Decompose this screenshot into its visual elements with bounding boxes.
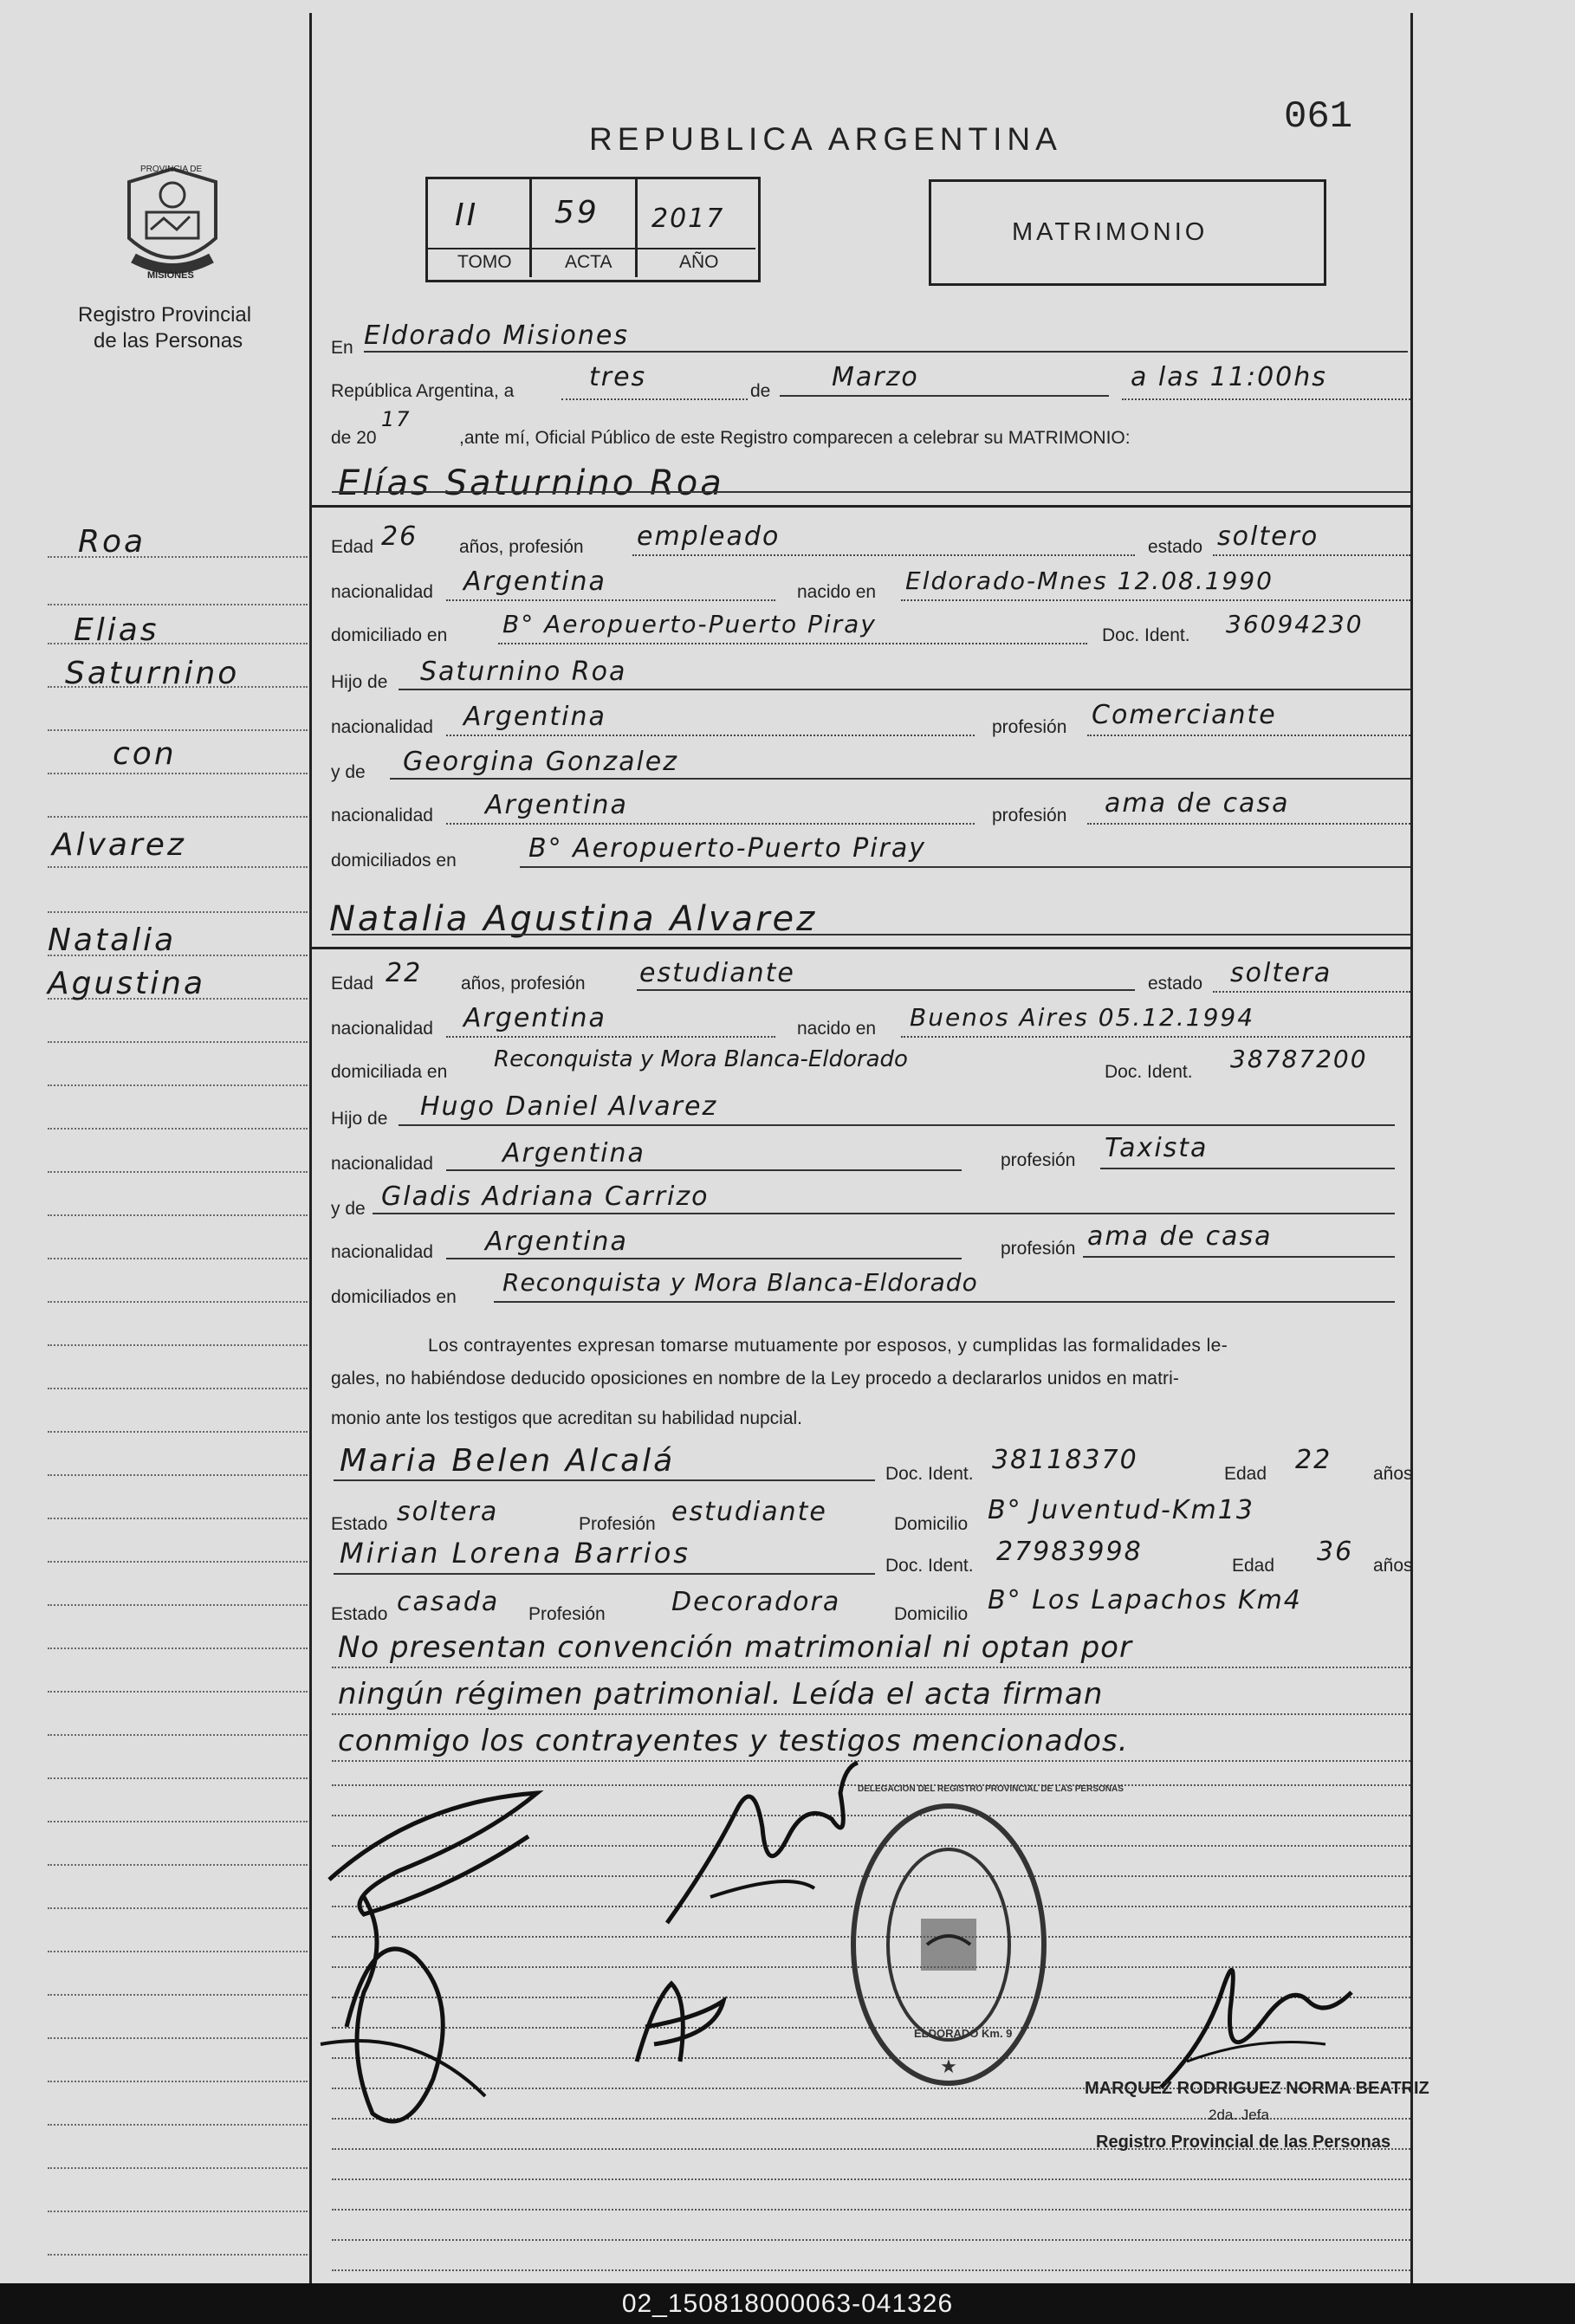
bride-father-nat-label: nacionalidad: [331, 1154, 433, 1174]
groom-profession: empleado: [637, 521, 781, 552]
groom-edad-label: Edad: [331, 537, 374, 557]
bride-section-rule: [312, 947, 1410, 949]
witness2-doc-label: Doc. Ident.: [885, 1556, 974, 1576]
record-type-label: MATRIMONIO: [1012, 218, 1209, 246]
groom-mother-nationality: Argentina: [485, 790, 628, 820]
republica-label: República Argentina, a: [331, 381, 515, 401]
witness2-name: Mirian Lorena Barrios: [340, 1537, 690, 1570]
witness2-edad-label: Edad: [1232, 1556, 1275, 1576]
witness2-age: 36: [1317, 1537, 1354, 1567]
bride-birth: Buenos Aires 05.12.1994: [910, 1003, 1255, 1032]
bride-mother-profession: ama de casa: [1087, 1221, 1273, 1252]
notes-line2: ningún régimen patrimonial. Leída el acta firman: [338, 1677, 1104, 1712]
groom-doc-label: Doc. Ident.: [1102, 625, 1190, 645]
official-title: 2da. Jefa: [1209, 2107, 1269, 2123]
bride-doc-label: Doc. Ident.: [1105, 1062, 1193, 1082]
groom-domiciliado-label: domiciliado en: [331, 625, 448, 645]
groom-mother: Georgina Gonzalez: [403, 747, 678, 777]
anio-label: AÑO: [679, 252, 719, 272]
registry-name-line2: de las Personas: [94, 329, 243, 353]
bride-profession: estudiante: [639, 958, 795, 988]
groom-status: soltero: [1217, 521, 1319, 552]
bride-father-profession: Taxista: [1105, 1133, 1209, 1163]
official-office: Registro Provincial de las Personas: [1096, 2133, 1391, 2152]
bride-address: Reconquista y Mora Blanca-Eldorado: [494, 1046, 908, 1072]
notes-line3: conmigo los contrayentes y testigos mencionados.: [338, 1724, 1129, 1758]
bride-father: Hugo Daniel Alvarez: [420, 1091, 718, 1122]
bride-mother-nationality: Argentina: [485, 1227, 628, 1257]
tomo-label: TOMO: [457, 252, 512, 272]
margin-note-bride-middle: Agustina: [48, 966, 206, 1001]
signature-middle: [658, 1758, 866, 1949]
groom-name: Elías Saturnino Roa: [338, 463, 724, 503]
anio-value: 2017: [651, 204, 725, 234]
witness2-status: casada: [397, 1587, 500, 1617]
groom-birth: Eldorado-Mnes 12.08.1990: [905, 566, 1274, 595]
day-value: tres: [589, 362, 647, 392]
witness2-anios-label: años: [1373, 1556, 1413, 1576]
acta-value: 59: [554, 195, 600, 230]
margin-note-bride-first: Natalia: [48, 922, 177, 958]
bride-nat-label: nacionalidad: [331, 1019, 433, 1039]
bride-nacido-label: nacido en: [797, 1019, 877, 1039]
witness1-estado-label: Estado: [331, 1514, 388, 1534]
groom-y-de-label: y de: [331, 762, 366, 782]
bride-father-prof-label: profesión: [1001, 1150, 1076, 1170]
country-title: REPUBLICA ARGENTINA: [589, 121, 1062, 157]
witness1-edad-label: Edad: [1224, 1464, 1267, 1484]
acta-label: ACTA: [565, 252, 612, 272]
groom-mother-prof-label: profesión: [992, 806, 1067, 825]
svg-text:★: ★: [940, 2056, 957, 2078]
year-prefix-label: de 20: [331, 428, 377, 448]
witness2-doc: 27983998: [996, 1537, 1143, 1567]
margin-note-bride-surname: Alvarez: [52, 827, 186, 863]
bride-edad-label: Edad: [331, 974, 374, 994]
groom-nationality: Argentina: [463, 566, 606, 597]
witness2-estado-label: Estado: [331, 1604, 388, 1624]
groom-father: Saturnino Roa: [420, 657, 627, 687]
groom-hijo-label: Hijo de: [331, 672, 388, 692]
witness2-domicilio-label: Domicilio: [894, 1604, 969, 1624]
groom-mother-nat-label: nacionalidad: [331, 806, 433, 825]
groom-parents-address: B° Aeropuerto-Puerto Piray: [528, 833, 927, 864]
bride-mother-prof-label: profesión: [1001, 1239, 1076, 1259]
seal-bottom-label: MISIONES: [147, 270, 194, 281]
bride-nationality: Argentina: [463, 1003, 606, 1033]
signature-initials: [619, 1966, 741, 2079]
signature-left: [312, 1767, 572, 2148]
bride-parents-address: Reconquista y Mora Blanca-Eldorado: [502, 1268, 978, 1297]
official-name: MARQUEZ RODRIGUEZ NORMA BEATRIZ: [1085, 2079, 1429, 2098]
bride-y-de-label: y de: [331, 1199, 366, 1219]
groom-father-profession: Comerciante: [1092, 700, 1277, 730]
groom-nacido-label: nacido en: [797, 582, 877, 602]
groom-father-nationality: Argentina: [463, 702, 606, 732]
bride-domiciliados-label: domiciliados en: [331, 1287, 457, 1307]
month-value: Marzo: [832, 362, 919, 392]
bride-domiciliada-label: domiciliada en: [331, 1062, 448, 1082]
witness1-age: 22: [1295, 1445, 1332, 1475]
year-suffix-value: 17: [381, 407, 412, 431]
de-label: de: [750, 381, 771, 401]
bride-doc: 38787200: [1230, 1045, 1368, 1073]
folio-number: 061: [1284, 95, 1353, 139]
witness1-profession: estudiante: [671, 1497, 827, 1527]
right-column-rule: [1410, 13, 1413, 2283]
registry-name-line1: Registro Provincial: [78, 303, 252, 327]
tomo-value: II: [455, 197, 479, 233]
margin-note-first-name: Elias: [74, 612, 159, 648]
witness2-profesion-label: Profesión: [528, 1604, 606, 1624]
witness1-doc-label: Doc. Ident.: [885, 1464, 974, 1484]
declaration-line2: gales, no habiéndose deducido oposiciones en nombre de la Ley procedo a declararlos unidos en matri-: [331, 1369, 1179, 1389]
witness1-anios-label: años: [1373, 1464, 1413, 1484]
witness1-profesion-label: Profesión: [579, 1514, 656, 1534]
groom-section-rule: [312, 505, 1410, 508]
signature-official: [1152, 1940, 1360, 2096]
witness1-domicilio-label: Domicilio: [894, 1514, 969, 1534]
groom-profesion-label: años, profesión: [459, 537, 584, 557]
declaration-line3: monio ante los testigos que acreditan su habilidad nupcial.: [331, 1408, 803, 1428]
en-label: En: [331, 338, 353, 358]
groom-mother-profession: ama de casa: [1105, 788, 1290, 819]
groom-father-prof-label: profesión: [992, 717, 1067, 737]
groom-father-nat-label: nacionalidad: [331, 717, 433, 737]
witness2-address: B° Los Lapachos Km4: [988, 1585, 1302, 1615]
bride-father-nationality: Argentina: [502, 1138, 645, 1168]
time-value: a las 11:00hs: [1131, 362, 1327, 392]
margin-note-middle-name: Saturnino: [65, 656, 240, 691]
margin-note-surname: Roa: [78, 524, 146, 560]
scan-code: 02_150818000063-041326: [621, 2289, 954, 2318]
stamp-inner-text: ELDORADO Km. 9: [914, 2027, 1013, 2040]
bride-hijo-label: Hijo de: [331, 1109, 388, 1129]
bride-name: Natalia Agustina Alvarez: [329, 899, 818, 939]
witness1-address: B° Juventud-Km13: [988, 1495, 1254, 1525]
bride-mother: Gladis Adriana Carrizo: [381, 1181, 710, 1212]
official-stamp-icon: [845, 1797, 1053, 2092]
bride-profesion-label: años, profesión: [461, 974, 586, 994]
groom-nat-label: nacionalidad: [331, 582, 433, 602]
bride-status: soltera: [1230, 958, 1332, 988]
bride-estado-label: estado: [1148, 974, 1203, 994]
witness1-status: soltera: [397, 1497, 499, 1527]
notes-line1: No presentan convención matrimonial ni optan por: [338, 1630, 1132, 1665]
scan-footer: [0, 2283, 1575, 2324]
place-value: Eldorado Misiones: [364, 320, 629, 351]
bride-mother-nat-label: nacionalidad: [331, 1242, 433, 1262]
bride-age: 22: [386, 958, 423, 988]
appearance-statement: ,ante mí, Oficial Público de este Registro comparecen a celebrar su MATRIMONIO:: [459, 428, 1131, 448]
groom-estado-label: estado: [1148, 537, 1203, 557]
witness1-doc: 38118370: [992, 1445, 1138, 1475]
groom-domiciliados-label: domiciliados en: [331, 851, 457, 871]
seal-top-label: PROVINCIA DE: [140, 165, 203, 174]
declaration-line1: Los contrayentes expresan tomarse mutuamente por esposos, y cumplidas las formalidades le-: [428, 1336, 1228, 1356]
witness1-name: Maria Belen Alcalá: [340, 1443, 676, 1479]
groom-age: 26: [381, 521, 418, 552]
groom-address: B° Aeropuerto-Puerto Piray: [502, 610, 877, 638]
witness2-profession: Decoradora: [671, 1587, 841, 1617]
groom-doc: 36094230: [1226, 610, 1364, 638]
margin-note-con: con: [113, 736, 177, 772]
stamp-ring-text: DELEGACION DEL REGISTRO PROVINCIAL DE LAS PERSONAS: [858, 1784, 1124, 1794]
